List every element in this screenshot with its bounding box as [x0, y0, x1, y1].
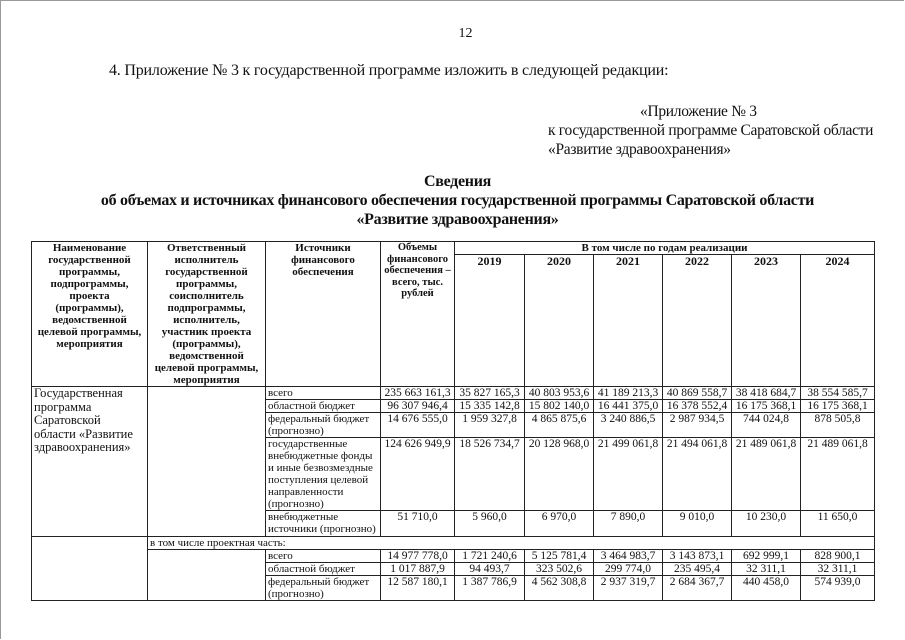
- responsible-cell: [148, 387, 266, 537]
- header-year-2019: 2019: [455, 255, 525, 387]
- source-cell: федеральный бюджет (прогнозно): [266, 576, 381, 601]
- header-year-2020: 2020: [525, 255, 594, 387]
- year-cell: 40 869 558,7: [663, 387, 732, 400]
- year-cell: 1 387 786,9: [455, 576, 525, 601]
- year-cell: 299 774,0: [594, 563, 663, 576]
- year-cell: 15 802 140,0: [525, 400, 594, 413]
- year-cell: 32 311,1: [801, 563, 875, 576]
- year-cell: 32 311,1: [732, 563, 801, 576]
- year-cell: 235 495,4: [663, 563, 732, 576]
- year-cell: 5 960,0: [455, 511, 525, 537]
- year-cell: 21 499 061,8: [594, 438, 663, 511]
- year-cell: 16 378 552,4: [663, 400, 732, 413]
- program-name-cell: Государственная программа Саратовской области «Развитие здравоохранения»: [32, 387, 148, 537]
- appendix-reference: [548, 102, 873, 159]
- title-line-1: Сведения: [424, 173, 491, 190]
- year-cell: 16 175 368,1: [801, 400, 875, 413]
- year-cell: 323 502,6: [525, 563, 594, 576]
- year-cell: 35 827 165,3: [455, 387, 525, 400]
- header-year-2024: 2024: [801, 255, 875, 387]
- year-cell: 828 900,1: [801, 550, 875, 563]
- year-cell: 21 494 061,8: [663, 438, 732, 511]
- table-row: [32, 550, 875, 563]
- year-cell: 38 554 585,7: [801, 387, 875, 400]
- year-cell: 6 970,0: [525, 511, 594, 537]
- year-cell: 9 010,0: [663, 511, 732, 537]
- header-name: Наименование государственной программы, подпрограммы, проекта (программы), ведомственной целевой программы, мероприятия: [32, 242, 148, 387]
- intro-paragraph: 4. Приложение № 3 к государственной программе изложить в следующей редакции:: [109, 62, 669, 79]
- year-cell: 3 464 983,7: [594, 550, 663, 563]
- total-cell: 124 626 949,9: [381, 438, 455, 511]
- source-cell: областной бюджет: [266, 563, 381, 576]
- year-cell: 1 721 240,6: [455, 550, 525, 563]
- title-line-2: об объемах и источниках финансового обеспечения государственной программы Саратовской области: [100, 192, 815, 209]
- year-cell: 20 128 968,0: [525, 438, 594, 511]
- year-cell: 2 987 934,5: [663, 413, 732, 438]
- source-cell: внебюджетные источники (прогнозно): [266, 511, 381, 537]
- year-cell: 574 939,0: [801, 576, 875, 601]
- total-cell: 12 587 180,1: [381, 576, 455, 601]
- header-year-2022: 2022: [663, 255, 732, 387]
- year-cell: 2 937 319,7: [594, 576, 663, 601]
- total-cell: 14 977 778,0: [381, 550, 455, 563]
- total-cell: 14 676 555,0: [381, 413, 455, 438]
- year-cell: 10 230,0: [732, 511, 801, 537]
- responsible-cell: [148, 550, 266, 601]
- year-cell: 440 458,0: [732, 576, 801, 601]
- year-cell: 94 493,7: [455, 563, 525, 576]
- source-cell: государственные внебюджетные фонды и иные безвозмездные поступления целевой направленности (прогнозно): [266, 438, 381, 511]
- year-cell: 38 418 684,7: [732, 387, 801, 400]
- year-cell: 11 650,0: [801, 511, 875, 537]
- appendix-line-1: «Приложение № 3: [640, 103, 757, 120]
- year-cell: 692 999,1: [732, 550, 801, 563]
- page-number: 12: [458, 26, 473, 41]
- year-cell: 4 865 875,6: [525, 413, 594, 438]
- total-cell: 51 710,0: [381, 511, 455, 537]
- year-cell: 744 024,8: [732, 413, 801, 438]
- total-cell: 235 663 161,3: [381, 387, 455, 400]
- source-cell: всего: [266, 387, 381, 400]
- year-cell: 16 441 375,0: [594, 400, 663, 413]
- header-year-2023: 2023: [732, 255, 801, 387]
- program-name-continuation: [32, 537, 148, 601]
- source-cell: федеральный бюджет (прогнозно): [266, 413, 381, 438]
- header-responsible: Ответственный исполнитель государственной программы, соисполнитель подпрограммы, исполнитель, участник проекта (программы), ведомственной целевой программы, мероприятия: [148, 242, 266, 387]
- year-cell: 16 175 368,1: [732, 400, 801, 413]
- project-part-label: в том числе проектная часть:: [148, 537, 875, 550]
- year-cell: 21 489 061,8: [801, 438, 875, 511]
- year-cell: 21 489 061,8: [732, 438, 801, 511]
- year-cell: 40 803 953,6: [525, 387, 594, 400]
- year-cell: 18 526 734,7: [455, 438, 525, 511]
- year-cell: 4 562 308,8: [525, 576, 594, 601]
- table-row: [32, 387, 875, 400]
- year-cell: 3 240 886,5: [594, 413, 663, 438]
- year-cell: 41 189 213,3: [594, 387, 663, 400]
- year-cell: 5 125 781,4: [525, 550, 594, 563]
- total-cell: 96 307 946,4: [381, 400, 455, 413]
- header-sources: Источники финансового обеспечения: [266, 242, 381, 387]
- header-year-2021: 2021: [594, 255, 663, 387]
- source-cell: областной бюджет: [266, 400, 381, 413]
- year-cell: 3 143 873,1: [663, 550, 732, 563]
- financing-table: [31, 241, 875, 601]
- appendix-line-3: «Развитие здравоохранения»: [548, 141, 731, 158]
- year-cell: 878 505,8: [801, 413, 875, 438]
- year-cell: 1 959 327,8: [455, 413, 525, 438]
- header-total: Объемы финансового обеспечения – всего, тыс. рублей: [381, 242, 455, 387]
- total-cell: 1 017 887,9: [381, 563, 455, 576]
- title-line-3: «Развитие здравоохранения»: [356, 211, 559, 228]
- year-cell: 7 890,0: [594, 511, 663, 537]
- year-cell: 2 684 367,7: [663, 576, 732, 601]
- source-cell: всего: [266, 550, 381, 563]
- year-cell: 15 335 142,8: [455, 400, 525, 413]
- document-title: [0, 172, 905, 229]
- project-part-row: [32, 537, 875, 550]
- appendix-line-2: к государственной программе Саратовской области: [548, 122, 874, 139]
- header-years-group: В том числе по годам реализации: [455, 242, 875, 255]
